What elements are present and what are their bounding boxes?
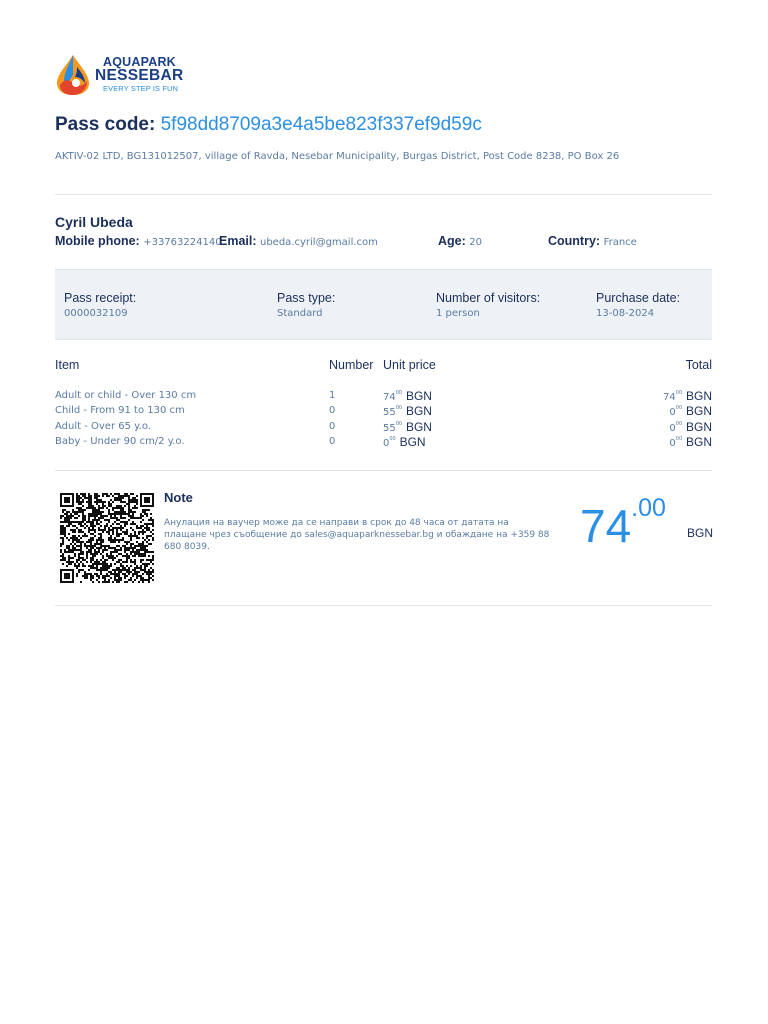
row-item-name: Adult - Over 65 y.o. [55,421,151,432]
receipt-value: 0000032109 [64,308,128,319]
qr-code [60,493,154,583]
visitors-block [436,291,540,319]
customer-name: Cyril Ubeda [55,214,133,230]
receipt-label: Pass receipt: [64,291,137,305]
age-value: 20 [469,237,482,248]
divider [55,470,712,471]
column-header-item: Item [55,358,80,372]
country-value: France [603,237,637,248]
divider [55,605,712,606]
email-field [219,234,378,248]
age-field [438,234,482,248]
email-value: ubeda.cyril@gmail.com [260,237,378,248]
row-unit-price: $0^{00}$ BGN [383,435,426,449]
logo-aquapark-text: AQUAPARK [103,55,176,69]
note-title: Note [164,490,193,505]
column-header-number: Number [329,358,374,372]
row-item-name: Child - From 91 to 130 cm [55,405,185,416]
aquapark-logo [55,53,185,97]
row-total: $0^{00}$ BGN [669,435,712,449]
visitors-value: 1 person [436,308,480,319]
pass-code-label: Pass code: [55,114,156,135]
row-unit-price: $74^{00}$ BGN [383,389,432,403]
water-drop-logo-icon [55,53,91,97]
row-total: $0^{00}$ BGN [669,404,712,418]
note-text: Анулация на ваучер може да се направи в срок до 48 часа от датата на плащане чрез съобщение до sales@aquaparknessebar.bg и обаждане на +359 88 680 8039. [164,518,550,552]
row-total: $74^{00}$ BGN [663,389,712,403]
pass-code-heading [55,114,482,136]
purchase-date-label: Purchase date: [596,291,681,305]
grand-total [580,494,666,553]
age-label: Age: [438,234,466,248]
logo-tagline: EVERY STEP IS FUN [103,84,179,93]
receipt-block [64,291,136,319]
email-label: Email: [219,234,257,248]
row-number: 1 [329,390,336,401]
visitors-label: Number of visitors: [436,291,541,305]
grand-total-currency: BGN [687,526,714,540]
grand-total-integer: 74 [580,500,632,552]
pass-type-block [277,291,335,319]
row-number: 0 [329,436,336,447]
purchase-date-value: 13-08-2024 [596,308,655,319]
pass-summary-panel [55,269,712,340]
column-header-unit-price: Unit price [383,358,436,372]
row-unit-price: $55^{00}$ BGN [383,420,432,434]
country-label: Country: [548,234,601,248]
grand-total-decimals: .00 [631,494,666,522]
row-number: 0 [329,421,336,432]
company-details: AKTIV-02 LTD, BG131012507, village of Ravda, Nesebar Municipality, Burgas District, Post Code 8238, PO Box 26 [55,151,620,162]
mobile-label: Mobile phone: [55,234,140,248]
row-unit-price: $55^{00}$ BGN [383,404,432,418]
pass-code-value: 5f98dd8709a3e4a5be823f337ef9d59c [160,114,482,135]
pass-type-value: Standard [277,308,323,319]
row-item-name: Baby - Under 90 cm/2 y.o. [55,436,185,447]
row-item-name: Adult or child - Over 130 cm [55,390,197,401]
mobile-field [55,234,222,248]
country-field [548,234,637,248]
logo-nessebar-text: NESSEBAR [95,67,184,84]
row-number: 0 [329,405,336,416]
divider [55,194,712,195]
pass-type-label: Pass type: [277,291,336,305]
mobile-value: +33763224140 [143,237,222,248]
column-header-total: Total [685,358,712,372]
purchase-date-block [596,291,680,319]
row-total: $0^{00}$ BGN [669,420,712,434]
